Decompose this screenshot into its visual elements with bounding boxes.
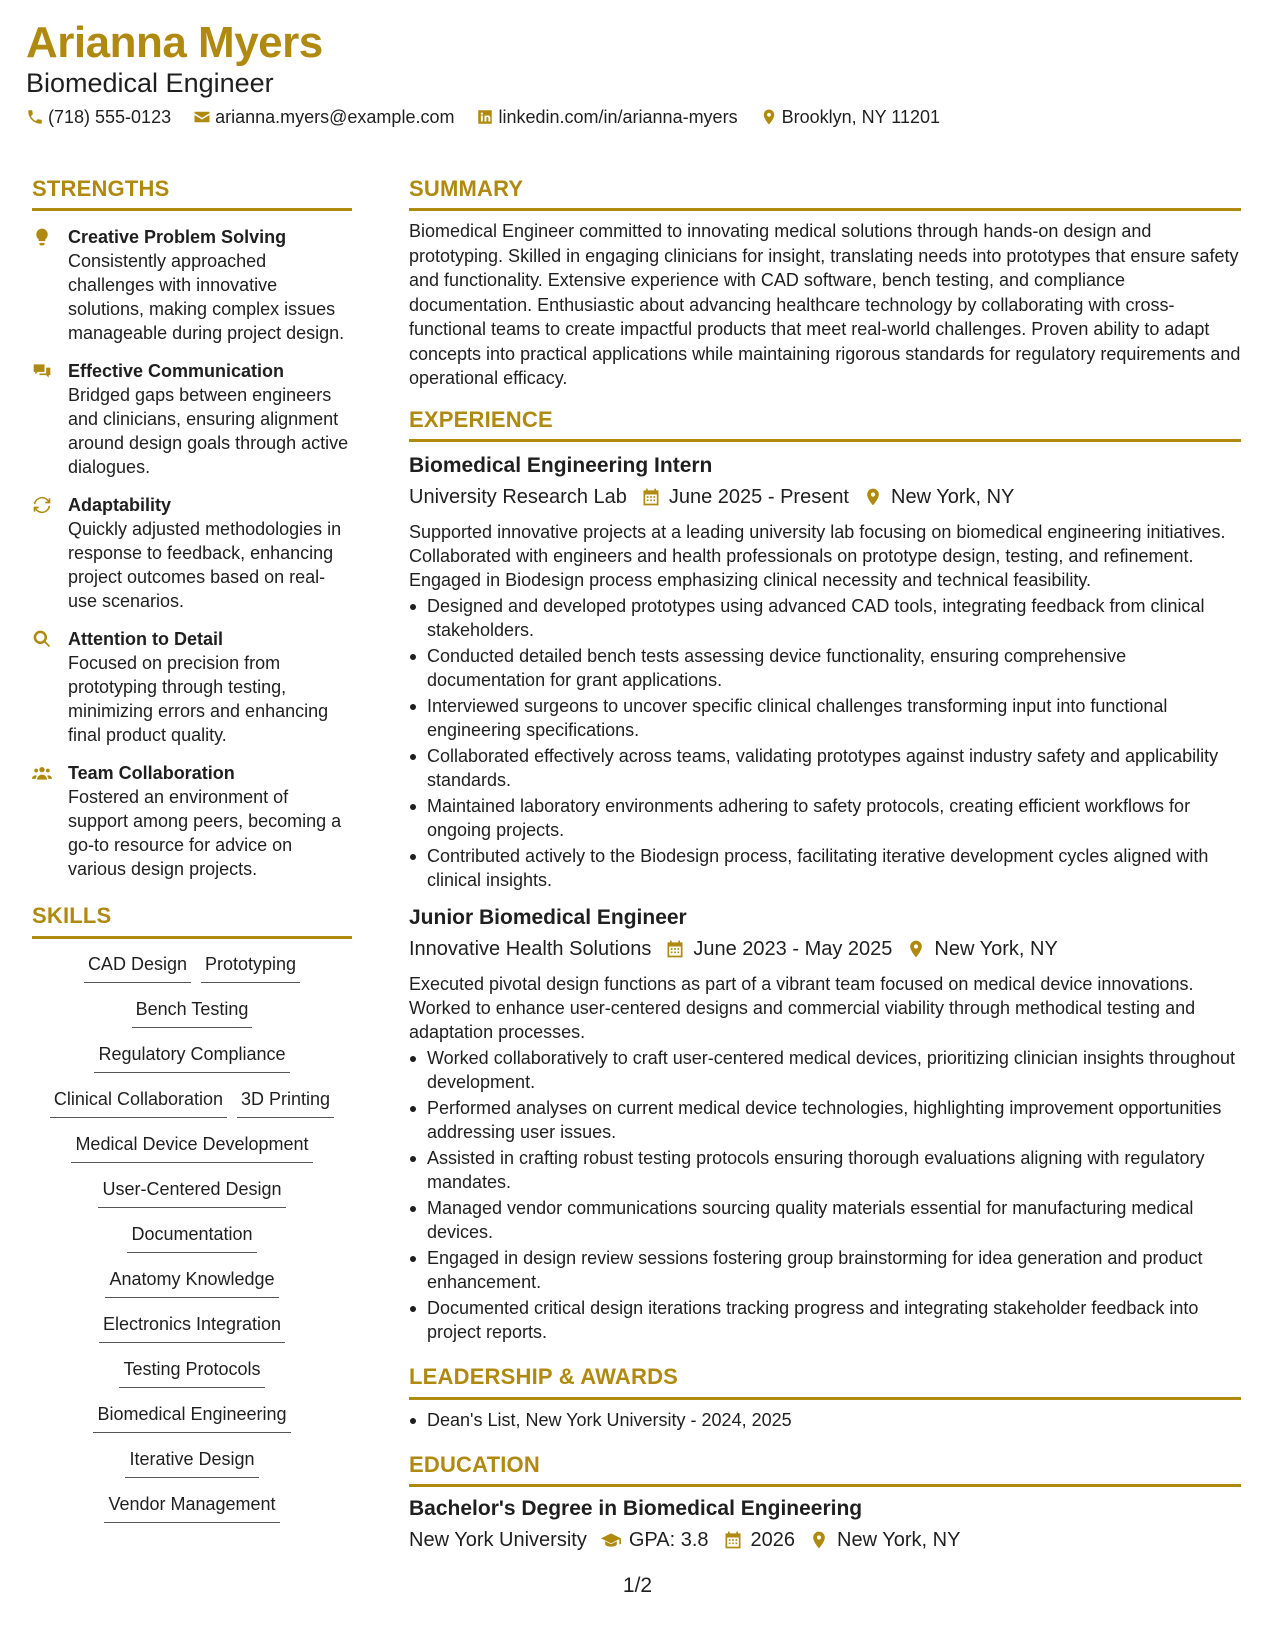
calendar-icon [641,487,661,507]
contact-phone[interactable] [26,107,171,128]
bullet-item: Maintained laboratory environments adhering to safety protocols, creating efficient workflows for ongoing projects. [409,794,1241,842]
right-column [409,176,1241,1555]
job-bullets [409,1046,1241,1344]
comments-icon [32,361,52,381]
gpa [601,1525,709,1555]
degree-title: Bachelor's Degree in Biomedical Engineering [409,1497,863,1521]
lightbulb-icon [32,227,52,247]
skill-row [32,1176,352,1221]
contact-email[interactable] [193,107,454,128]
skill-tag: Electronics Integration [99,1311,285,1343]
candidate-name: Arianna Myers [26,18,323,67]
job-meta [409,934,1241,964]
phone-icon [26,108,44,126]
bullet-item: Documented critical design iterations tracking progress and integrating stakeholder feedback into project reports. [409,1296,1241,1344]
job-entry [409,452,1241,892]
skill-tag: Medical Device Development [71,1131,312,1163]
bullet-item: Managed vendor communications sourcing quality materials essential for manufacturing medical devices. [409,1196,1241,1244]
skill-tag: 3D Printing [237,1086,334,1118]
left-column [32,176,352,1536]
education-heading: EDUCATION [409,1452,1241,1487]
bullet-item: Designed and developed prototypes using advanced CAD tools, integrating feedback from clinical stakeholders. [409,594,1241,642]
bullet-item: Contributed actively to the Biodesign process, facilitating iterative development cycles aligned with clinical insights. [409,844,1241,892]
company-text: Innovative Health Solutions [409,938,652,961]
strength-title: Team Collaboration [68,763,235,784]
strength-item [32,761,352,881]
dates-text: June 2023 - May 2025 [693,938,893,961]
skill-row [32,951,352,996]
skill-tag: Vendor Management [104,1491,279,1523]
envelope-icon [193,108,211,126]
bullet-item: Performed analyses on current medical device technologies, highlighting improvement opportunities addressing user issues. [409,1096,1241,1144]
strength-desc: Quickly adjusted methodologies in response to feedback, enhancing project outcomes based on real-use scenarios. [68,519,342,612]
candidate-title: Biomedical Engineer [26,67,274,98]
job-location [863,482,1014,512]
skill-tag: Iterative Design [125,1446,258,1478]
bullet-item: Collaborated effectively across teams, validating prototypes against industry safety and applicability standards. [409,744,1241,792]
graduation-year [723,1525,796,1555]
graduation-cap-icon [601,1530,621,1550]
summary-text: Biomedical Engineer committed to innovating medical solutions through hands-on design and prototyping. Skilled in engaging clinicians for insight, translating needs into prototypes that ensure safety and functionality. Extensive experience with CAD software, bench testing, and compliance documentation. Enthusiastic about advancing healthcare technology by collaborating with cross-functional teams to create impactful products that meet real-world challenges. Proven ability to adapt concepts into practical applications while maintaining rigorous standards for regulatory requirements and operational efficacy. [409,221,1241,389]
skill-row [32,1266,352,1311]
phone-text: (718) 555-0123 [48,106,172,127]
summary-heading: SUMMARY [409,176,1241,211]
refresh-icon [32,495,52,515]
page-number: 1/2 [622,1574,653,1597]
skill-tag: Clinical Collaboration [50,1086,227,1118]
skill-row [32,1131,352,1176]
skill-row [32,1491,352,1536]
linkedin-text: linkedin.com/in/arianna-myers [498,106,738,127]
bullet-item: Worked collaboratively to craft user-centered medical devices, prioritizing clinician insights throughout development. [409,1046,1241,1094]
dates-text: June 2025 - Present [668,486,849,509]
education-meta [409,1525,1241,1555]
skill-row [32,1041,352,1086]
skill-tag: Prototyping [201,951,300,983]
location-text: New York, NY [837,1529,961,1552]
bullet-item: Interviewed surgeons to uncover specific clinical challenges transforming input into functional engineering specifications. [409,694,1241,742]
job-description: Supported innovative projects at a leading university lab focusing on biomedical engineering initiatives. Collaborated with engineers and health professionals on prototype design, testing, and refinement. Engaged in Biodesign process emphasizing clinical necessity and technical feasibility. [409,522,1226,591]
location-text: New York, NY [891,486,1015,509]
skill-tag: Regulatory Compliance [94,1041,289,1073]
strength-desc: Consistently approached challenges with innovative solutions, making complex issues manageable during project design. [68,251,345,344]
school [409,1525,587,1555]
map-pin-icon [906,939,926,959]
skill-row [32,1446,352,1491]
search-icon [32,629,52,649]
strength-desc: Focused on precision from prototyping through testing, minimizing errors and enhancing final product quality. [68,653,329,746]
skill-tag: CAD Design [84,951,191,983]
map-pin-icon [809,1530,829,1550]
awards-list [409,1408,1241,1432]
strength-desc: Fostered an environment of support among peers, becoming a go-to resource for advice on various design projects. [68,787,342,880]
strength-title: Attention to Detail [68,629,223,650]
map-pin-icon [863,487,883,507]
strength-item [32,225,352,345]
calendar-icon [723,1530,743,1550]
location-text: New York, NY [934,938,1058,961]
school-text: New York University [409,1529,587,1552]
strength-item [32,359,352,479]
job-title: Biomedical Engineering Intern [409,454,713,478]
experience-heading: EXPERIENCE [409,407,1241,442]
bullet-item: Assisted in crafting robust testing protocols ensuring thorough evaluations aligning with regulatory mandates. [409,1146,1241,1194]
skill-row [32,1086,352,1131]
strength-item [32,627,352,747]
skill-tag: Anatomy Knowledge [105,1266,278,1298]
strength-title: Adaptability [68,495,172,516]
job-company [409,482,627,512]
strengths-heading: STRENGTHS [32,176,352,211]
skills-list [32,951,352,1536]
email-text: arianna.myers@example.com [215,106,455,127]
skill-tag: Documentation [127,1221,256,1253]
skill-tag: User-Centered Design [98,1176,285,1208]
skill-tag: Testing Protocols [119,1356,264,1388]
skill-row [32,1356,352,1401]
job-title: Junior Biomedical Engineer [409,906,687,930]
job-description: Executed pivotal design functions as part of a vibrant team focused on medical device innovations. Worked to enhance user-centered designs and commercial viability through methodical testing and adaptation processes. [409,974,1196,1043]
skill-row [32,1401,352,1446]
users-icon [32,763,52,783]
bullet-item: Engaged in design review sessions fostering group brainstorming for idea generation and product enhancement. [409,1246,1241,1294]
year-text: 2026 [750,1529,796,1552]
education-location [809,1525,960,1555]
strength-title: Effective Communication [68,361,285,382]
contact-bar [26,107,1246,128]
resume-header [26,18,1246,128]
skill-row [32,996,352,1041]
skill-row [32,1221,352,1266]
job-dates [641,482,849,512]
skill-row [32,1311,352,1356]
contact-location [760,107,940,128]
strength-item [32,493,352,613]
calendar-icon [665,939,685,959]
job-entry [409,904,1241,1344]
company-text: University Research Lab [409,486,627,509]
linkedin-icon [476,108,494,126]
location-text: Brooklyn, NY 11201 [781,106,941,127]
strength-desc: Bridged gaps between engineers and clinicians, ensuring alignment around design goals through active dialogues. [68,385,349,478]
skill-tag: Bench Testing [132,996,253,1028]
contact-linkedin[interactable] [476,107,737,128]
job-dates [665,934,892,964]
job-meta [409,482,1241,512]
bullet-item: Conducted detailed bench tests assessing device functionality, ensuring comprehensive documentation for grant applications. [409,644,1241,692]
strength-title: Creative Problem Solving [68,227,287,248]
awards-heading: LEADERSHIP & AWARDS [409,1364,1241,1399]
gpa-text: GPA: 3.8 [628,1529,709,1552]
skills-heading: SKILLS [32,903,352,938]
job-company [409,934,651,964]
job-bullets [409,594,1241,892]
job-location [906,934,1057,964]
award-item: Dean's List, New York University - 2024, 2025 [409,1408,1241,1432]
map-pin-icon [760,108,778,126]
skill-tag: Biomedical Engineering [93,1401,290,1433]
